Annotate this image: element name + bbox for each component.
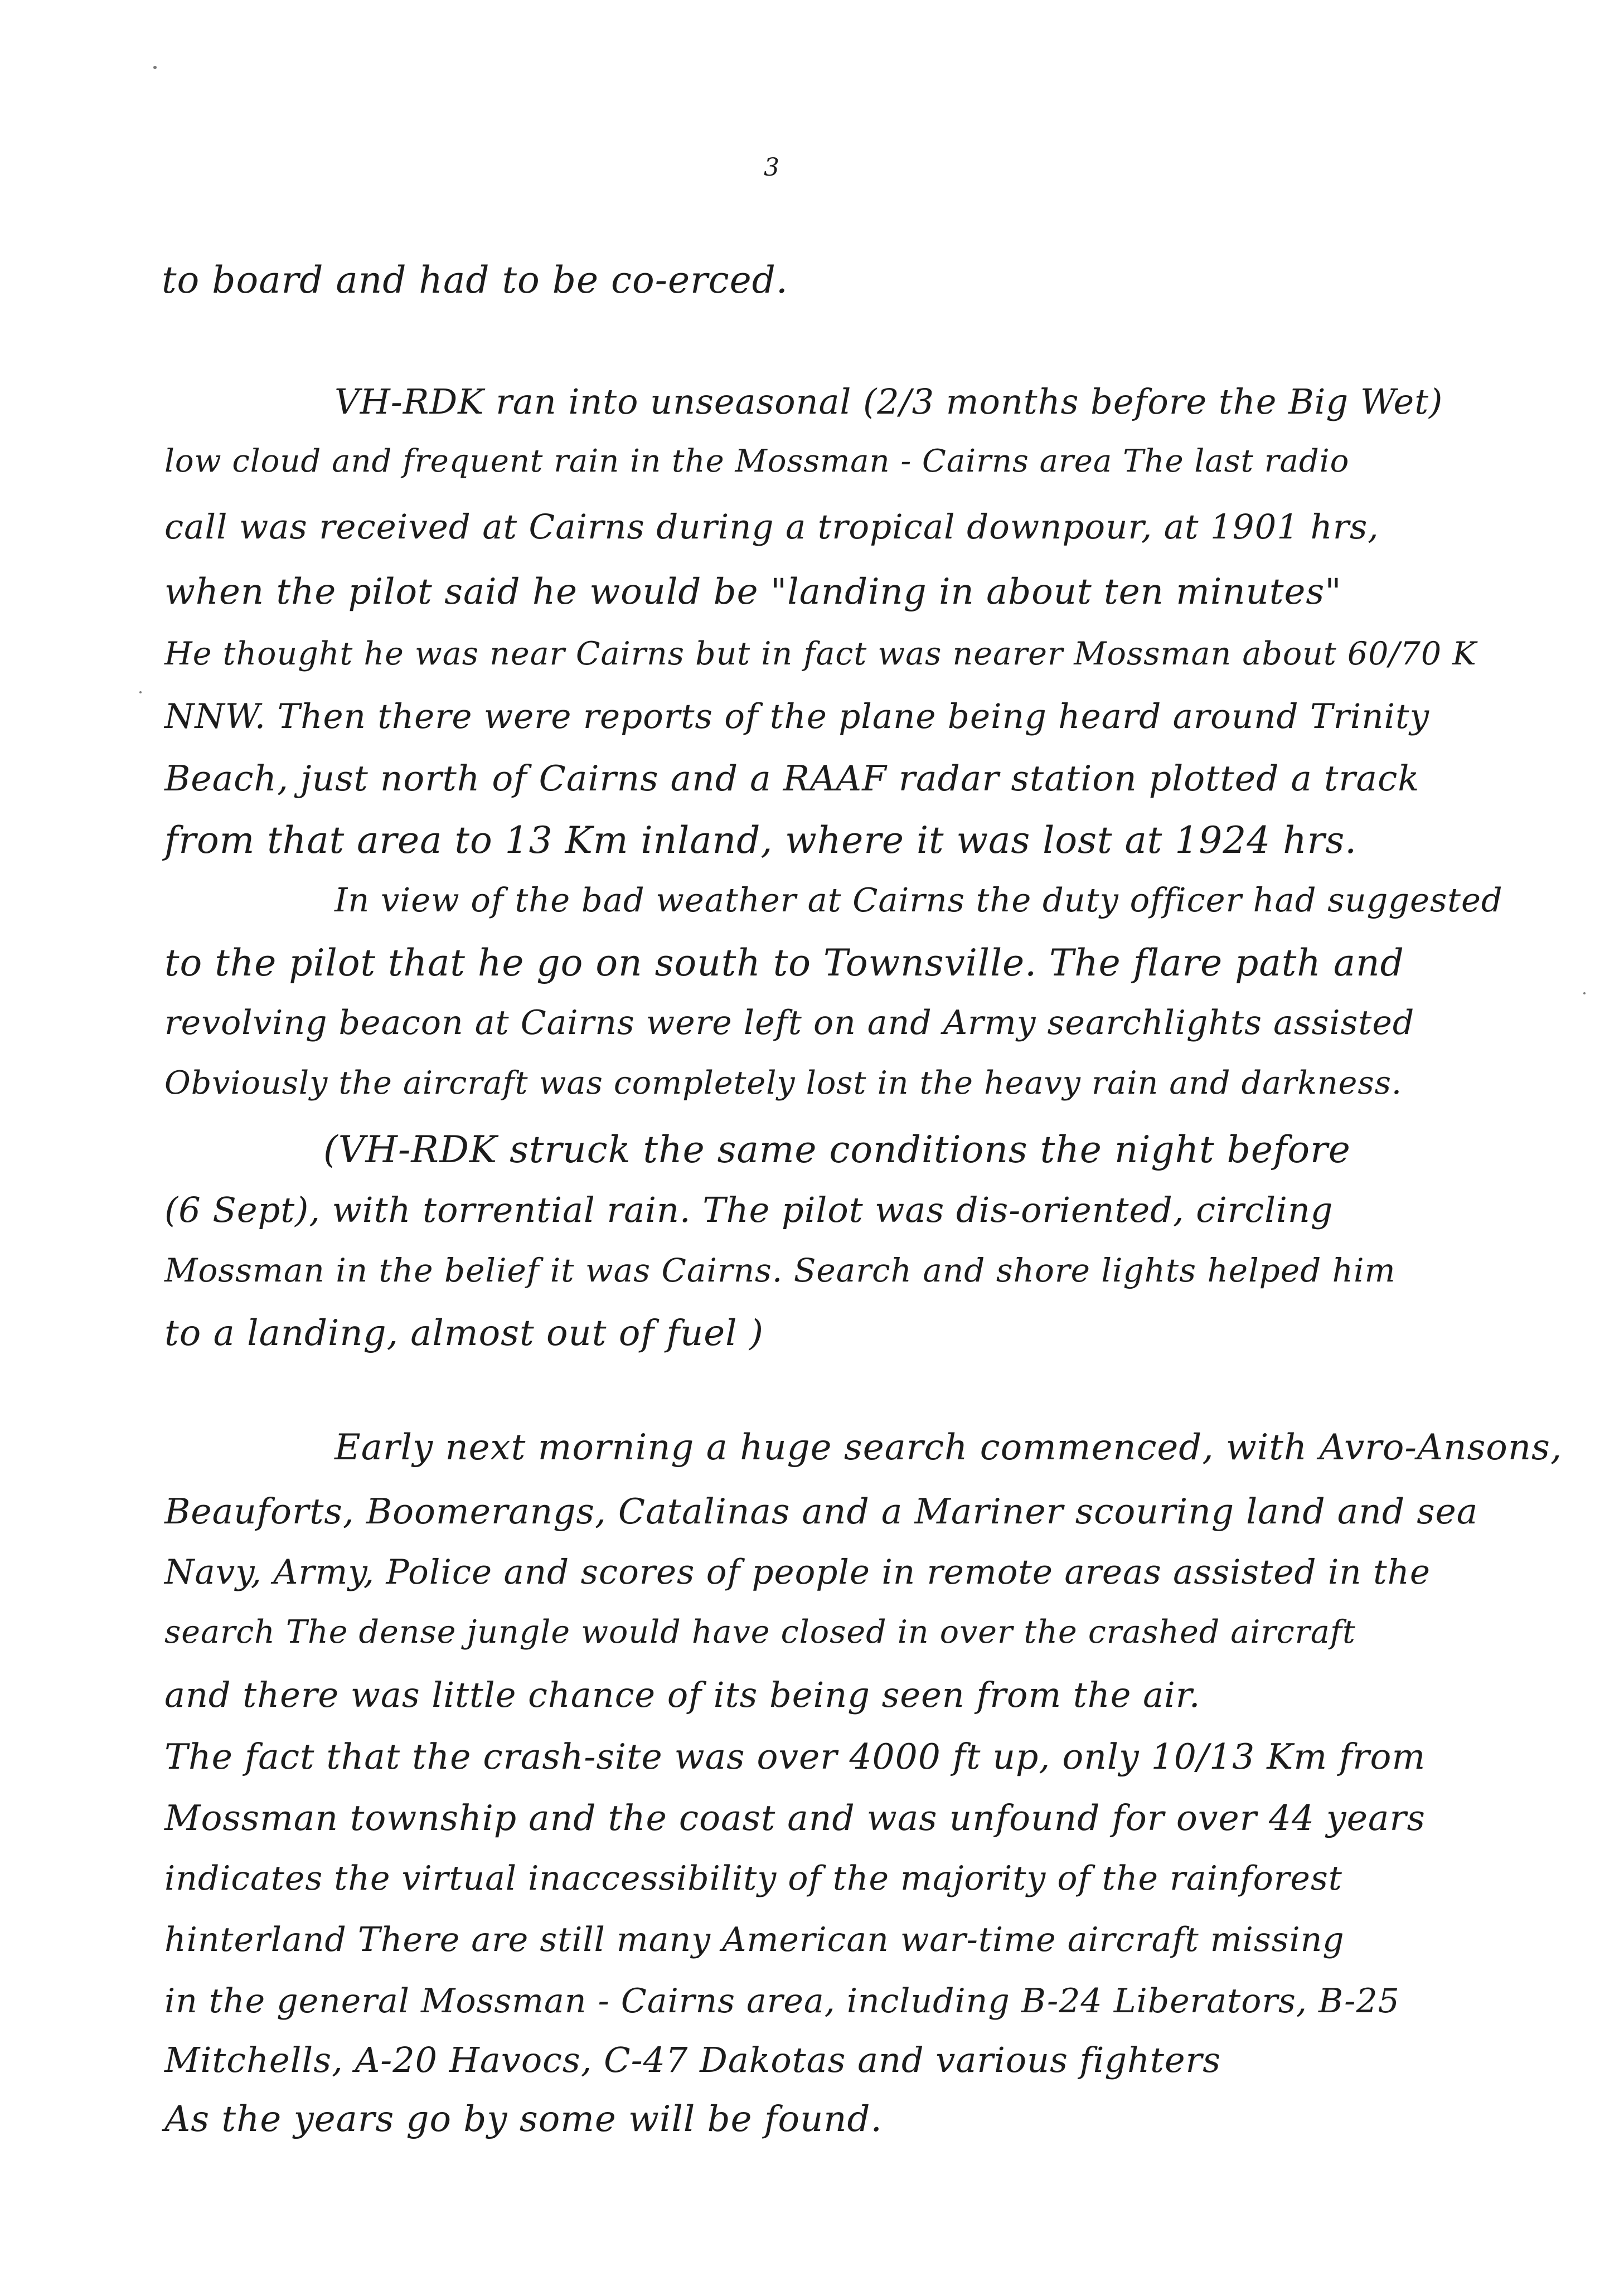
line-6: He thought he was near Cairns but in fact was nearer Mossman about 60/70 K bbox=[164, 635, 1477, 672]
line-2: VH-RDK ran into unseasonal (2/3 months before the Big Wet) bbox=[335, 381, 1443, 422]
line-22: and there was little chance of its being seen from the air. bbox=[164, 1674, 1201, 1715]
line-11: to the pilot that he go on south to Townsville. The flare path and bbox=[164, 941, 1404, 984]
line-9: from that area to 13 Km inland, where it was lost at 1924 hrs. bbox=[164, 819, 1358, 862]
line-8: Beach, just north of Cairns and a RAAF radar station plotted a track bbox=[164, 758, 1420, 799]
line-16: Mossman in the belief it was Cairns. Search and shore lights helped him bbox=[164, 1251, 1396, 1289]
line-10: In view of the bad weather at Cairns the duty officer had suggested bbox=[335, 881, 1503, 919]
line-3: low cloud and frequent rain in the Mossman - Cairns area The last radio bbox=[164, 443, 1350, 479]
line-15: (6 Sept), with torrential rain. The pilot was dis-oriented, circling bbox=[164, 1190, 1334, 1230]
line-17: to a landing, almost out of fuel ) bbox=[164, 1313, 764, 1354]
line-12: revolving beacon at Cairns were left on and Army searchlights assisted bbox=[164, 1003, 1415, 1042]
line-25: indicates the virtual inaccessibility of the majority of the rainforest bbox=[164, 1859, 1342, 1898]
line-14: (VH-RDK struck the same conditions the night before bbox=[323, 1128, 1351, 1171]
line-21: search The dense jungle would have closed in over the crashed aircraft bbox=[164, 1614, 1356, 1651]
line-4: call was received at Cairns during a tropical downpour, at 1901 hrs, bbox=[164, 507, 1379, 547]
line-27: in the general Mossman - Cairns area, including B-24 Liberators, B-25 bbox=[164, 1982, 1400, 2021]
line-24: Mossman township and the coast and was unfound for over 44 years bbox=[164, 1798, 1426, 1838]
scan-speck bbox=[1583, 992, 1586, 994]
line-29: As the years go by some will be found. bbox=[164, 2099, 883, 2140]
line-18: Early next morning a huge search commenced, with Avro-Ansons, bbox=[335, 1427, 1563, 1468]
scan-speck bbox=[153, 66, 157, 69]
line-23: The fact that the crash-site was over 4000 ft up, only 10/13 Km from bbox=[164, 1736, 1426, 1777]
line-1: to board and had to be co-erced. bbox=[162, 259, 788, 302]
page-number: 3 bbox=[764, 153, 779, 182]
line-20: Navy, Army, Police and scores of people in remote areas assisted in the bbox=[164, 1552, 1431, 1592]
line-26: hinterland There are still many American war-time aircraft missing bbox=[164, 1920, 1345, 1959]
line-19: Beauforts, Boomerangs, Catalinas and a Mariner scouring land and sea bbox=[164, 1491, 1478, 1532]
line-28: Mitchells, A-20 Havocs, C-47 Dakotas and various fighters bbox=[164, 2040, 1221, 2080]
scan-speck bbox=[139, 691, 142, 693]
line-7: NNW. Then there were reports of the plane being heard around Trinity bbox=[164, 697, 1430, 736]
line-13: Obviously the aircraft was completely lost in the heavy rain and darkness. bbox=[164, 1065, 1402, 1101]
line-5: when the pilot said he would be "landing in about ten minutes" bbox=[164, 571, 1342, 613]
